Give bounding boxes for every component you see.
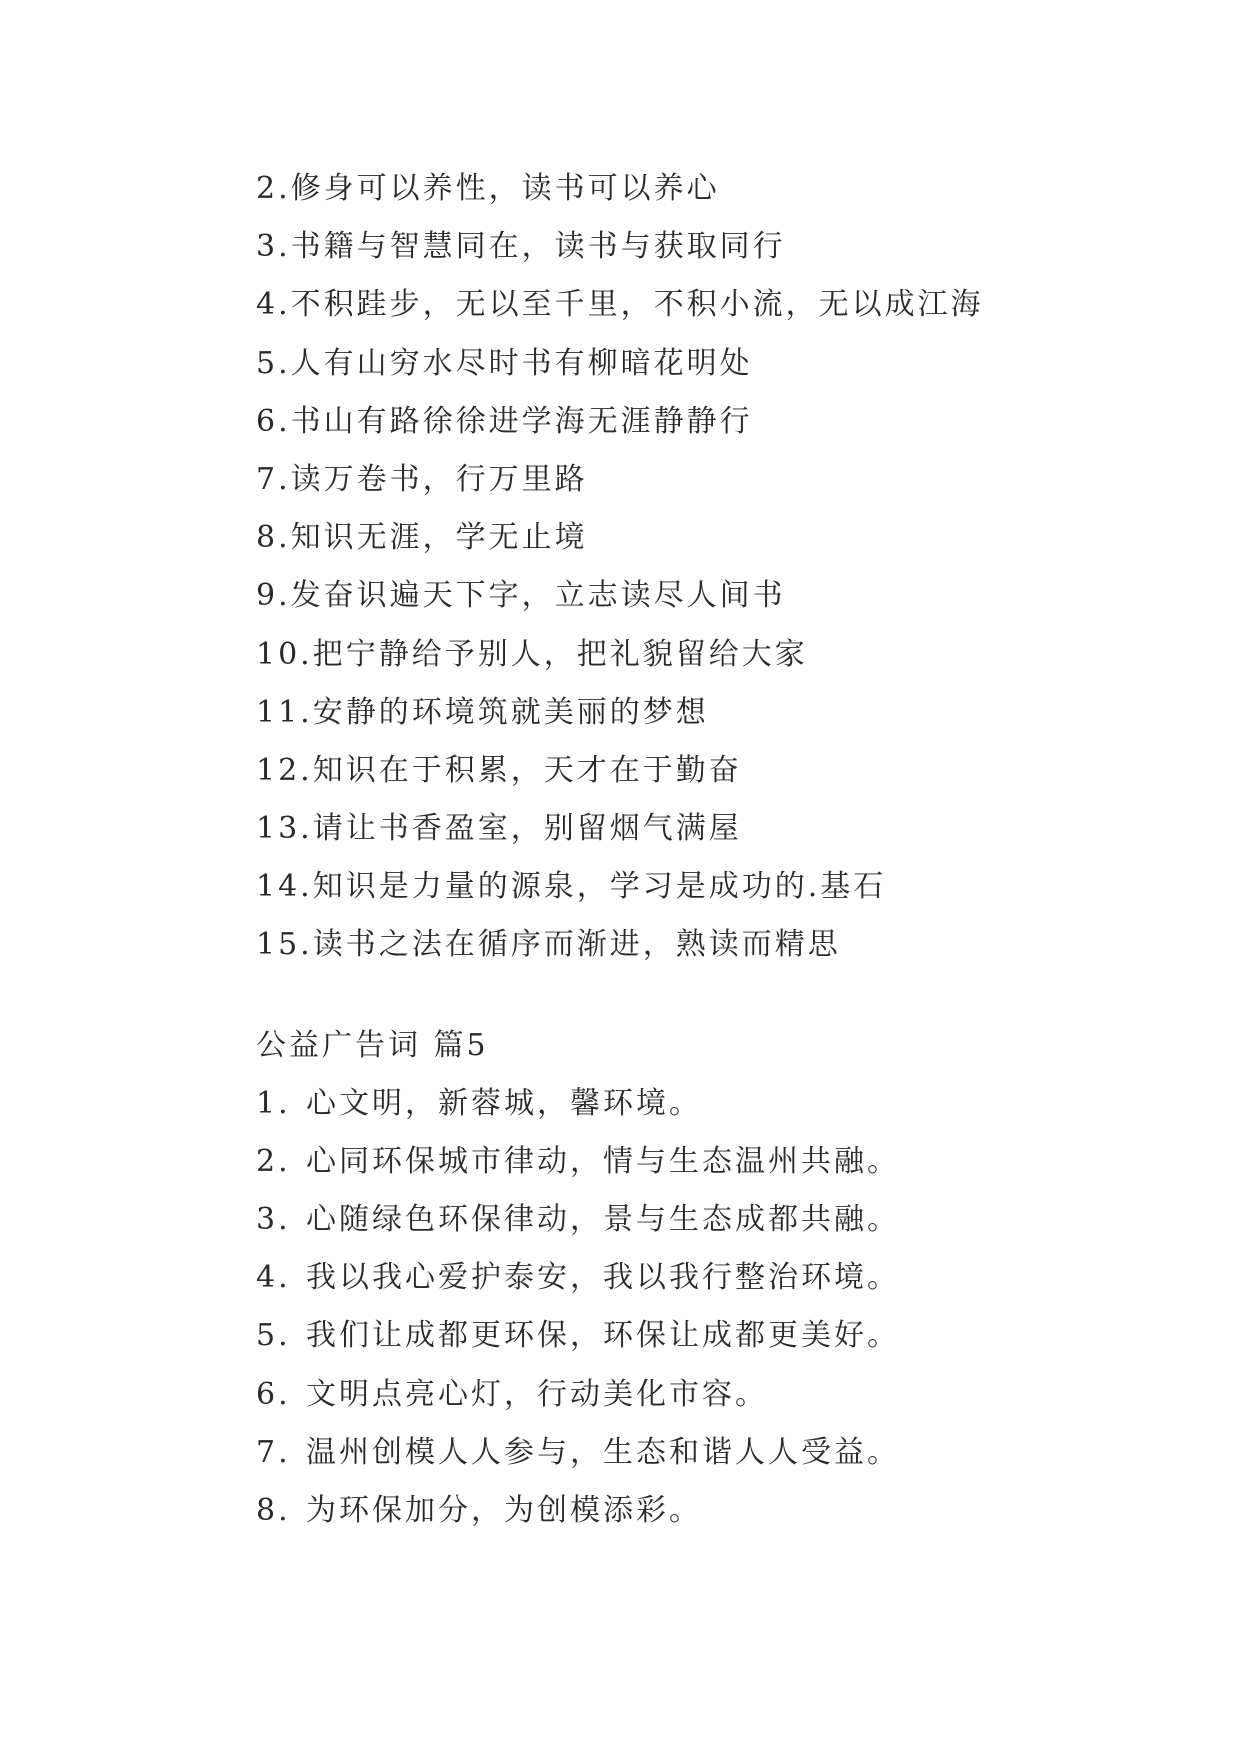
item-text: 心同环保城市律动，情与生态温州共融。 [306,1143,900,1179]
list-item [256,1133,1156,1191]
list-item: 13.请让书香盈室，别留烟气满屋 [256,811,742,847]
list-item [256,1424,1156,1482]
item-number: 8. [256,1492,291,1528]
list-item: 2.修身可以养性，读书可以养心 [256,171,720,206]
list-item: 5.人有山穷水尽时书有柳暗花明处 [256,345,753,381]
item-text: 文明点亮心灯，行动美化市容。 [306,1376,768,1412]
list-item [256,1075,1156,1133]
list-item: 8.知识无涯，学无止境 [256,520,588,556]
list-item: 7.读万卷书，行万里路 [256,461,588,497]
list-item: 4.不积跬步，无以至千里，不积小流，无以成江海 [256,287,984,323]
list-item [256,1482,1156,1540]
list-item: 6.书山有路徐徐进学海无涯静静行 [256,403,753,439]
item-text: 我们让成都更环保，环保让成都更美好。 [306,1318,900,1354]
list-item: 9.发奋识遍天下字，立志读尽人间书 [256,578,786,614]
section-spacer [256,975,1156,1017]
item-text: 心随绿色环保律动，景与生态成都共融。 [306,1202,900,1237]
list-item: 3.书籍与智慧同在，读书与获取同行 [256,229,786,265]
item-number: 4. [256,1260,291,1296]
list-item: 15.读书之法在循序而渐进，熟读而精思 [256,927,841,963]
item-number: 3. [256,1202,291,1237]
item-text: 温州创模人人参与，生态和谐人人受益。 [306,1434,900,1470]
list-item [256,1191,1156,1249]
item-number: 2. [256,1143,291,1179]
item-text: 我以我心爱护泰安，我以我行整治环境。 [306,1260,900,1296]
slogan-list-environment [256,1075,1156,1541]
item-number: 7. [256,1434,291,1470]
list-item: 14.知识是力量的源泉，学习是成功的.基石 [256,869,887,905]
list-item: 12.知识在于积累，天才在于勤奋 [256,752,742,788]
document-content [256,160,1156,1540]
item-number: 6. [256,1376,291,1412]
slogan-list-reading [256,160,1156,975]
list-item: 10.把宁静给予别人，把礼貌留给大家 [256,636,808,672]
item-text: 心文明，新蓉城，馨环境。 [306,1085,702,1121]
list-item [256,1249,1156,1307]
section-heading: 公益广告词 篇5 [256,1027,489,1063]
item-number: 1. [256,1085,291,1121]
list-item: 11.安静的环境筑就美丽的梦想 [256,694,709,730]
item-text: 为环保加分，为创模添彩。 [306,1492,702,1528]
item-number: 5. [256,1318,291,1354]
list-item [256,1307,1156,1365]
list-item [256,1366,1156,1424]
